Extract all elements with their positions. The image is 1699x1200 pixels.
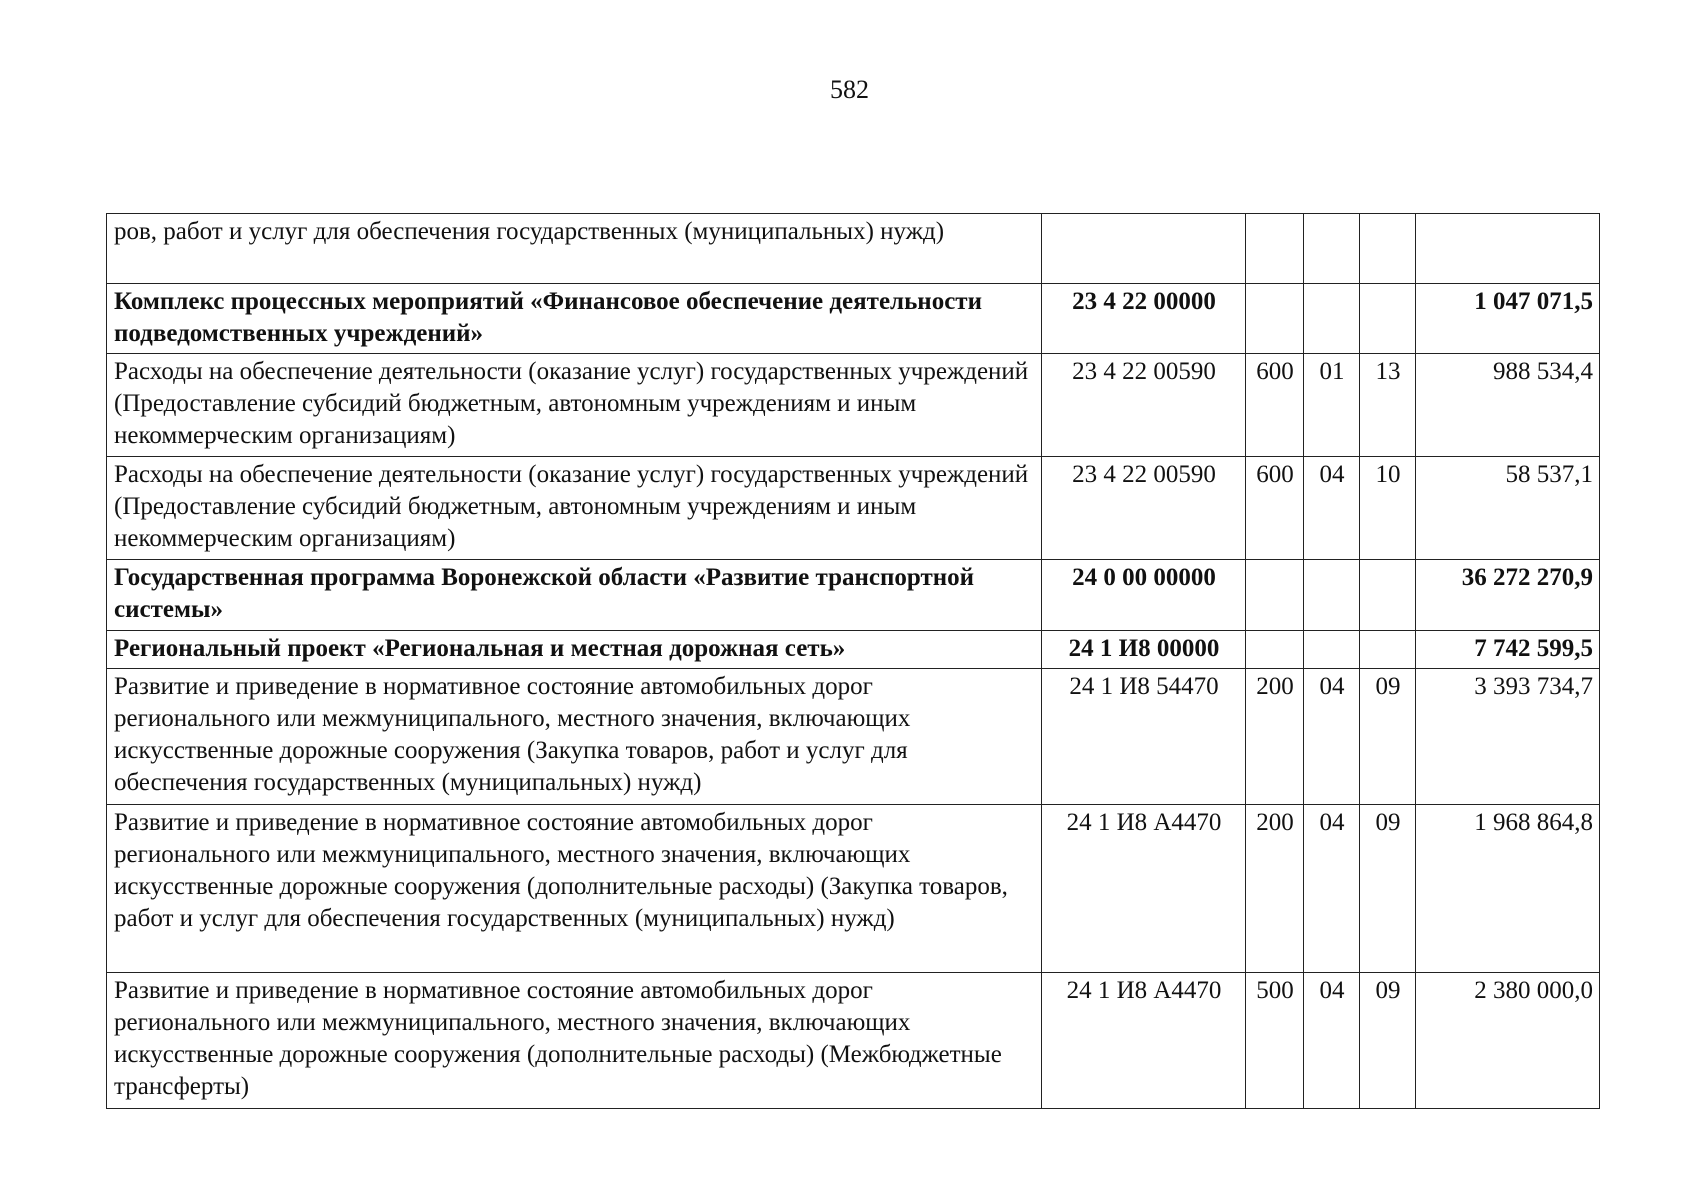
- row-rz: [1304, 284, 1360, 354]
- row-code: 24 1 И8 А4470: [1042, 805, 1246, 973]
- row-amount: 7 742 599,5: [1416, 631, 1600, 669]
- row-name: Государственная программа Воронежской области «Развитие транспортной системы»: [107, 560, 1042, 631]
- row-code: 24 1 И8 А4470: [1042, 973, 1246, 1109]
- row-pr: 13: [1360, 354, 1416, 457]
- row-amount: 1 047 071,5: [1416, 284, 1600, 354]
- row-code: 24 1 И8 54470: [1042, 669, 1246, 805]
- row-amount: 58 537,1: [1416, 457, 1600, 560]
- row-vr: [1246, 284, 1304, 354]
- row-vr: [1246, 214, 1304, 284]
- row-rz: [1304, 560, 1360, 631]
- row-rz: [1304, 631, 1360, 669]
- row-rz: [1304, 214, 1360, 284]
- row-name: ров, работ и услуг для обеспечения государственных (муниципальных) нужд): [107, 214, 1042, 284]
- row-vr: 200: [1246, 805, 1304, 973]
- row-vr: [1246, 631, 1304, 669]
- table-row: [107, 354, 1600, 457]
- row-rz: 01: [1304, 354, 1360, 457]
- row-amount: 3 393 734,7: [1416, 669, 1600, 805]
- table-row: [107, 973, 1600, 1109]
- row-pr: [1360, 284, 1416, 354]
- row-name: Комплекс процессных мероприятий «Финансовое обеспечение деятельности подведомственных учреждений»: [107, 284, 1042, 354]
- row-pr: 09: [1360, 973, 1416, 1109]
- row-code: 23 4 22 00590: [1042, 457, 1246, 560]
- row-vr: 200: [1246, 669, 1304, 805]
- row-name: Развитие и приведение в нормативное состояние автомобильных дорог регионального или межмуниципального, местного значения, включающих искусственные дорожные сооружения (Закупка товаров, работ и услуг для обеспечения государственных (муниципальных) нужд): [107, 669, 1042, 805]
- row-name: Развитие и приведение в нормативное состояние автомобильных дорог регионального или межмуниципального, местного значения, включающих искусственные дорожные сооружения (дополнительные расходы) (Закупка товаров, работ и услуг для обеспечения государственных (муниципальных) нужд): [107, 805, 1042, 973]
- row-vr: 500: [1246, 973, 1304, 1109]
- table-row: [107, 457, 1600, 560]
- table-row: [107, 560, 1600, 631]
- row-code: [1042, 214, 1246, 284]
- row-rz: 04: [1304, 457, 1360, 560]
- row-rz: 04: [1304, 805, 1360, 973]
- row-vr: 600: [1246, 354, 1304, 457]
- page-number: 582: [830, 75, 869, 104]
- table-row: [107, 669, 1600, 805]
- table-row: [107, 631, 1600, 669]
- row-amount: 2 380 000,0: [1416, 973, 1600, 1109]
- row-amount: 1 968 864,8: [1416, 805, 1600, 973]
- row-amount: 988 534,4: [1416, 354, 1600, 457]
- table-row: [107, 284, 1600, 354]
- row-name: Развитие и приведение в нормативное состояние автомобильных дорог регионального или межмуниципального, местного значения, включающих искусственные дорожные сооружения (дополнительные расходы) (Межбюджетные трансферты): [107, 973, 1042, 1109]
- budget-table: [106, 213, 1600, 1109]
- row-name: Расходы на обеспечение деятельности (оказание услуг) государственных учреждений (Предоставление субсидий бюджетным, автономным учреждениям и иным некоммерческим организациям): [107, 457, 1042, 560]
- row-vr: [1246, 560, 1304, 631]
- row-pr: [1360, 631, 1416, 669]
- row-amount: 36 272 270,9: [1416, 560, 1600, 631]
- row-pr: 09: [1360, 669, 1416, 805]
- table-row: [107, 214, 1600, 284]
- row-vr: 600: [1246, 457, 1304, 560]
- row-pr: 09: [1360, 805, 1416, 973]
- row-amount: [1416, 214, 1600, 284]
- row-name: Региональный проект «Региональная и местная дорожная сеть»: [107, 631, 1042, 669]
- row-code: 23 4 22 00590: [1042, 354, 1246, 457]
- row-name: Расходы на обеспечение деятельности (оказание услуг) государственных учреждений (Предоставление субсидий бюджетным, автономным учреждениям и иным некоммерческим организациям): [107, 354, 1042, 457]
- table-row: [107, 805, 1600, 973]
- row-code: 23 4 22 00000: [1042, 284, 1246, 354]
- row-pr: [1360, 560, 1416, 631]
- row-pr: 10: [1360, 457, 1416, 560]
- row-rz: 04: [1304, 973, 1360, 1109]
- row-code: 24 1 И8 00000: [1042, 631, 1246, 669]
- row-rz: 04: [1304, 669, 1360, 805]
- row-code: 24 0 00 00000: [1042, 560, 1246, 631]
- row-pr: [1360, 214, 1416, 284]
